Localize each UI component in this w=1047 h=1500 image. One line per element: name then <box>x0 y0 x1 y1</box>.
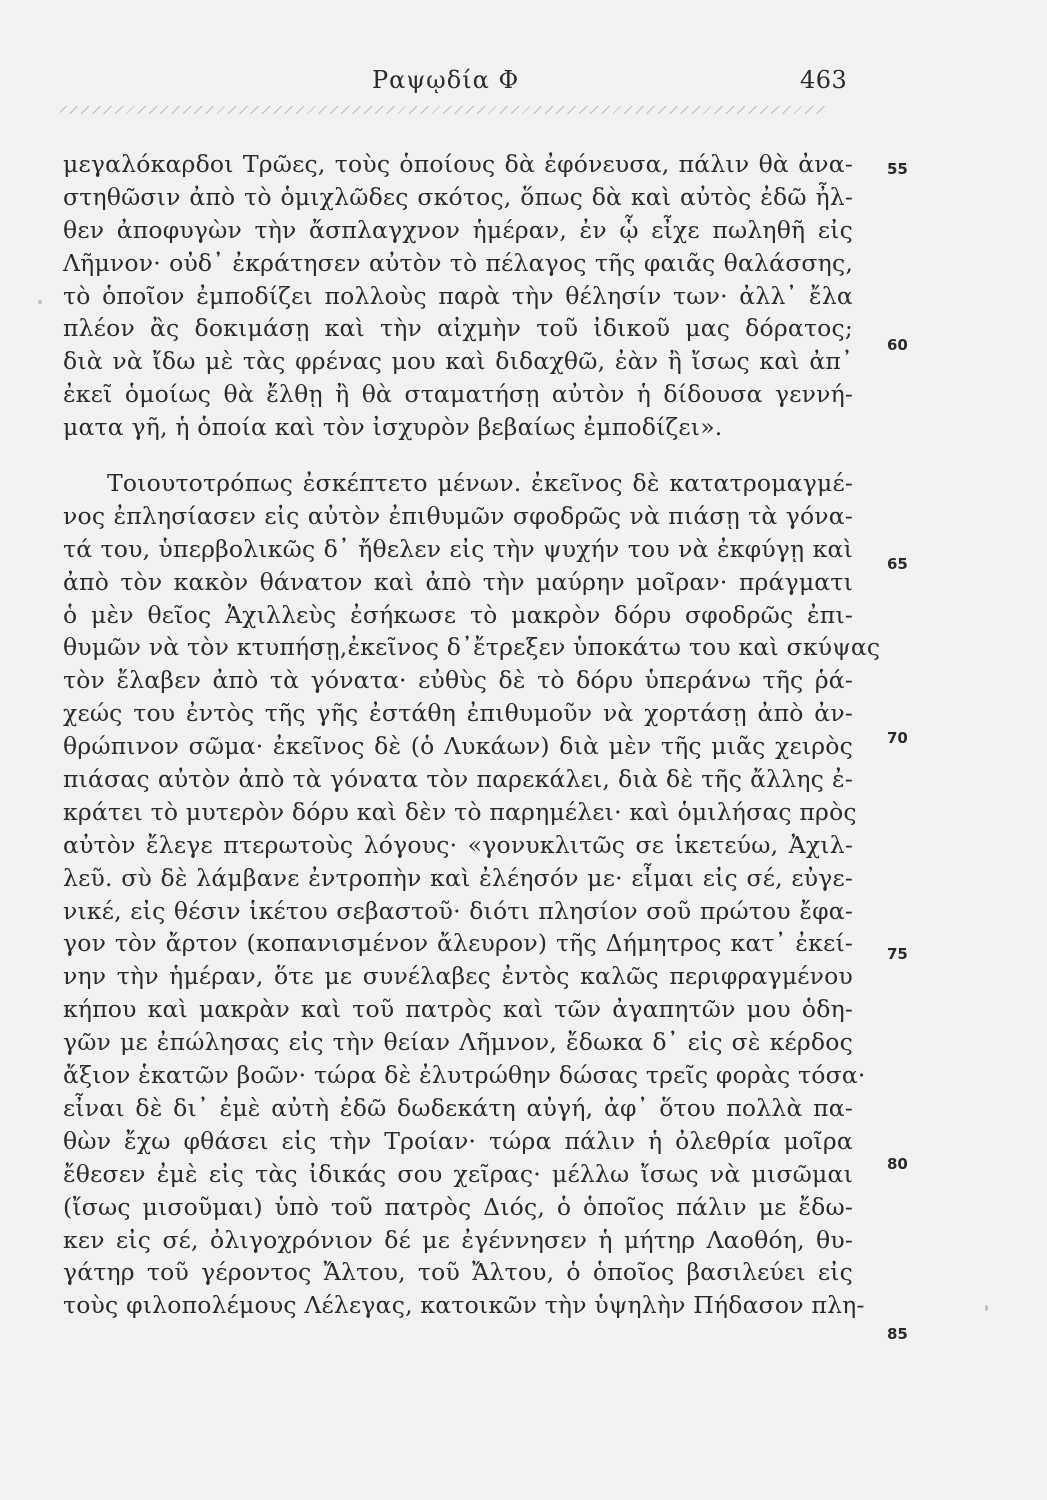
text-line: τὸ ὁποῖον ἐμποδίζει πολλοὺς παρὰ τὴν θέλησίν των· ἀλλ᾽ ἔλα <box>63 281 853 310</box>
text-line: χεώς του ἐντὸς τῆς γῆς ἐστάθη ἐπιθυμοῦν νὰ χορτάσῃ ἀπὸ ἀν- <box>63 699 853 728</box>
text-line: ἔθεσεν ἐμὲ εἰς τὰς ἰδικάς σου χεῖρας· μέλλω ἴσως νὰ μισῶμαι <box>63 1159 853 1188</box>
text-line: θὼν ἔχω φθάσει εἰς τὴν Τροίαν· τώρα πάλιν ἡ ὀλεθρία μοῖρα <box>63 1126 853 1155</box>
text-line: θεν ἀποφυγὼν τὴν ἄσπλαγχνον ἡμέραν, ἐν ᾧ εἶχε πωληθῆ εἰς <box>63 215 853 244</box>
body-text <box>63 148 881 1322</box>
text-line: Τοιουτοτρόπως ἐσκέπτετο μένων. ἐκεῖνος δὲ κατατρομαγμέ- <box>107 469 853 498</box>
scan-speck <box>38 300 42 304</box>
text-line: ὁ μὲν θεῖος Ἀχιλλεὺς ἐσήκωσε τὸ μακρὸν δόρυ σφοδρῶς ἐπι- <box>63 600 853 629</box>
line-number: 65 <box>887 555 908 573</box>
text-line: κεν εἰς σέ, ὀλιγοχρόνιον δέ με ἐγέννησεν ἡ μήτηρ Λαοθόη, θυ- <box>63 1225 853 1254</box>
text-line: ἀπὸ τὸν κακὸν θάνατον καὶ ἀπὸ τὴν μαύρην μοῖραν· πράγματι <box>63 567 853 596</box>
scan-speck <box>985 1305 988 1311</box>
text-line: στηθῶσιν ἀπὸ τὸ ὁμιχλῶδες σκότος, ὅπως δὰ καὶ αὐτὸς ἐδῶ ἦλ- <box>63 182 853 211</box>
text-line: λεῦ. σὺ δὲ λάμβανε ἐντροπὴν καὶ ἐλέησόν με· εἶμαι εἰς σέ, εὐγε- <box>63 863 853 892</box>
line-number: 70 <box>887 729 908 747</box>
text-line: θρώπινον σῶμα· ἐκεῖνος δὲ (ὁ Λυκάων) διὰ μὲν τῆς μιᾶς χειρὸς <box>63 732 853 761</box>
text-line: γῶν με ἐπώλησας εἰς τὴν θείαν Λῆμνον, ἔδωκα δ᾽ εἰς σὲ κέρδος <box>63 1028 853 1057</box>
text-line: γον τὸν ἄρτον (κοπανισμένον ἄλευρον) τῆς Δήμητρος κατ᾽ ἐκεί- <box>63 929 853 958</box>
text-line: διὰ νὰ ἴδω μὲ τὰς φρένας μου καὶ διδαχθῶ, ἐὰν ἢ ἴσως καὶ ἀπ᾽ <box>63 347 853 376</box>
page-number: 463 <box>800 66 848 94</box>
text-line: θυμῶν νὰ τὸν κτυπήσῃ,ἐκεῖνος δ᾽ἔτρεξεν ὑποκάτω του καὶ σκύψας <box>63 633 881 662</box>
line-number: 55 <box>887 160 908 178</box>
line-number: 60 <box>887 336 908 354</box>
line-number: 85 <box>887 1325 908 1343</box>
text-line: πιάσας αὐτὸν ἀπὸ τὰ γόνατα τὸν παρεκάλει, διὰ δὲ τῆς ἄλλης ἐ- <box>63 765 853 794</box>
text-line: νικέ, εἰς θέσιν ἱκέτου σεβαστοῦ· διότι πλησίον σοῦ πρώτου ἔφα- <box>63 896 853 925</box>
text-line: κήπου καὶ μακρὰν καὶ τοῦ πατρὸς καὶ τῶν ἀγαπητῶν μου ὁδη- <box>63 995 853 1024</box>
text-line: νην τὴν ἡμέραν, ὅτε με συνέλαβες ἐντὸς καλῶς περιφραγμένου <box>63 962 853 991</box>
line-number: 80 <box>887 1155 908 1173</box>
text-line: Λῆμνον· οὐδ᾽ ἐκράτησεν αὐτὸν τὸ πέλαγος τῆς φαιᾶς θαλάσσης, <box>63 248 853 277</box>
running-head <box>0 66 1047 106</box>
text-line: τά του, ὑπερβολικῶς δ᾽ ἤθελεν εἰς τὴν ψυχήν του νὰ ἐκφύγῃ καὶ <box>63 534 853 563</box>
text-line: εἶναι δὲ δι᾽ ἐμὲ αὐτὴ ἐδῶ δωδεκάτη αὐγή, ἀφ᾽ ὅτου πολλὰ πα- <box>63 1093 853 1122</box>
text-line: (ἴσως μισοῦμαι) ὑπὸ τοῦ πατρὸς Διός, ὁ ὁποῖος πάλιν με ἔδω- <box>63 1192 853 1221</box>
text-line: ἄξιον ἑκατῶν βοῶν· τώρα δὲ ἐλυτρώθην δώσας τρεῖς φορὰς τόσα· <box>63 1061 866 1090</box>
text-line: τὸν ἔλαβεν ἀπὸ τὰ γόνατα· εὐθὺς δὲ τὸ δόρυ ὑπεράνω τῆς ῥά- <box>63 666 853 695</box>
text-line: μεγαλόκαρδοι Τρῶες, τοὺς ὁποίους δὰ ἐφόνευσα, πάλιν θὰ ἀνα- <box>63 150 853 178</box>
text-line: κράτει τὸ μυτερὸν δόρυ καὶ δὲν τὸ παρημέλει· καὶ ὁμιλήσας πρὸς <box>63 797 857 826</box>
line-number: 75 <box>887 945 908 963</box>
header-rule <box>60 106 825 114</box>
text-line: πλέον ἂς δοκιμάσῃ καὶ τὴν αἰχμὴν τοῦ ἰδικοῦ μας δόρατος; <box>63 314 853 343</box>
text-line: ἐκεῖ ὁμοίως θὰ ἔλθῃ ἢ θὰ σταματήσῃ αὐτὸν ἡ δίδουσα γεννή- <box>63 380 853 409</box>
text-line: νος ἐπλησίασεν εἰς αὐτὸν ἐπιθυμῶν σφοδρῶς νὰ πιάσῃ τὰ γόνα- <box>63 501 853 530</box>
text-line: γάτηρ τοῦ γέροντος Ἄλτου, τοῦ Ἄλτου, ὁ ὁποῖος βασιλεύει εἰς <box>63 1258 853 1287</box>
text-line: τοὺς φιλοπολέμους Λέλεγας, κατοικῶν τὴν ὑψηλὴν Πήδασον πλη- <box>63 1291 865 1320</box>
paragraph-gap <box>63 444 853 467</box>
running-title: Ραψῳδία Φ <box>372 66 520 94</box>
text-line: αὐτὸν ἔλεγε πτερωτοὺς λόγους· «γονυκλιτῶς σε ἱκετεύω, Ἀχιλ- <box>63 830 853 859</box>
text-line: ματα γῆ, ἡ ὁποία καὶ τὸν ἰσχυρὸν βεβαίως ἐμποδίζει». <box>63 413 723 442</box>
